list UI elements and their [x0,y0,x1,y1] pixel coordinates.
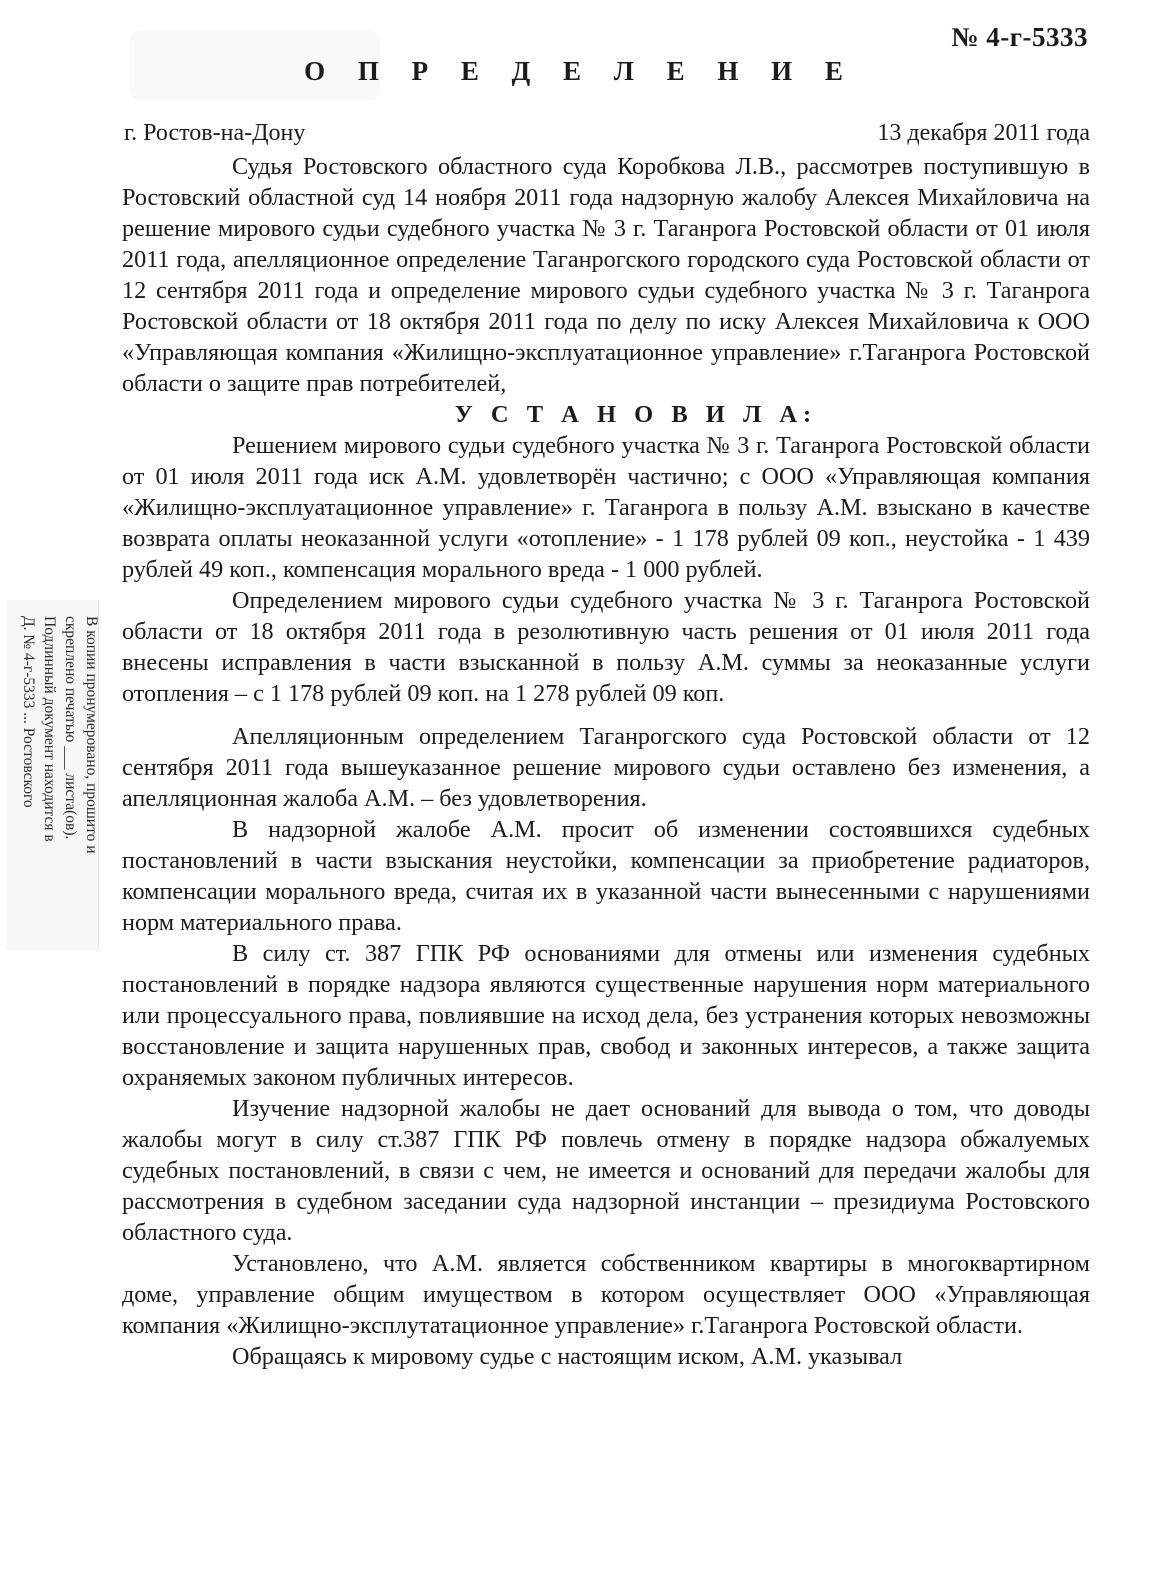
paragraph-5: В силу ст. 387 ГПК РФ основаниями для отмены или изменения судебных постановлений в порядке надзора являются существенные нарушения норм материального или процессуального права, повлиявшие на исход дела, без устранения которых невозможны восстановление и защита нарушенных прав, свобод и законных интересов, а также защита охраняемых законом публичных интересов. [122,940,1090,1091]
place-date-line [124,120,1090,147]
certification-line-1: В копии пронумеровано, прошито и [83,616,100,854]
certification-text [18,616,102,946]
document-body [122,151,1090,1372]
paragraph-6: Изучение надзорной жалобы не дает оснований для вывода о том, что доводы жалобы могут в силу ст.387 ГПК РФ повлечь отмену в порядке надзора обжалуемых судебных постановлений, в связи с чем, не имеется и оснований для передачи жалобы для рассмотрения в судебном заседании суда надзорной инстанции – президиума Ростовского областного суда. [122,1095,1090,1246]
paragraph-4: В надзорной жалобе А.М. просит об изменении состоявшихся судебных постановлений в части взыскания неустойки, компенсации за приобретение радиаторов, компенсации морального вреда, считая их в указанной части вынесенными с нарушениями норм материального права. [122,816,1090,936]
intro-paragraph: Судья Ростовского областного суда Коробкова Л.В., рассмотрев поступившую в Ростовский областной суд 14 ноября 2011 года надзорную жалобу Алексея Михайловича на решение мирового судьи судебного участка № 3 г. Таганрога Ростовской области от 01 июля 2011 года, апелляционное определение Таганрогского городского суда Ростовской области от 12 сентября 2011 года и определение мирового судьи судебного участка № 3 г. Таганрога Ростовской области от 18 октября 2011 года по делу по иску Алексея Михайловича к ООО «Управляющая компания «Жилищно-эксплуатационное управление» г.Таганрога Ростовской области о защите прав потребителей, [122,153,1090,397]
document-title: О П Р Е Д Е Л Е Н И Е [304,56,856,86]
case-number: № 4-г-5333 [951,22,1088,52]
city: г. Ростов-на-Дону [124,120,306,146]
certification-line-3: Подлинный документ находится в [41,616,58,842]
copy-certification-stamp [6,600,99,950]
document-date: 13 декабря 2011 года [877,120,1090,146]
paragraph-7: Установлено, что А.М. является собственником квартиры в многоквартирном доме, управление общим имуществом в котором осуществляет ООО «Управляющая компания «Жилищно-эксплутатационное управление» г.Таганрога Ростовской области. [122,1250,1090,1339]
certification-line-2: скреплено печатью ___ листа(ов). [62,616,79,840]
paragraph-8: Обращаясь к мировому судье с настоящим иском, А.М. указывал [232,1343,903,1370]
section-title: У С Т А Н О В И Л А: [454,401,818,428]
paragraph-1: Решением мирового судьи судебного участка № 3 г. Таганрога Ростовской области от 01 июля 2011 года иск А.М. удовлетворён частично; с ООО «Управляющая компания «Жилищно-эксплуатационное управление» г. Таганрога в пользу А.М. взыскано в качестве возврата оплаты неоказанной услуги «отопление» - 1 178 рублей 09 коп., неустойка - 1 439 рублей 49 коп., компенсация морального вреда - 1 000 рублей. [122,432,1090,583]
paragraph-2: Определением мирового судьи судебного участка № 3 г. Таганрога Ростовской области от 18 октября 2011 года в резолютивную часть решения от 01 июля 2011 года внесены исправления в части взысканной в пользу А.М. суммы за неоказанные услуги отопления – с 1 178 рублей 09 коп. на 1 278 рублей 09 коп. [122,587,1090,707]
certification-line-4: Д. № 4-г-5333 ... Ростовского [20,616,37,808]
paragraph-3: Апелляционным определением Таганрогского суда Ростовской области от 12 сентября 2011 года вышеуказанное решение мирового судьи оставлено без изменения, а апелляционная жалоба А.М. – без удовлетворения. [122,723,1090,812]
